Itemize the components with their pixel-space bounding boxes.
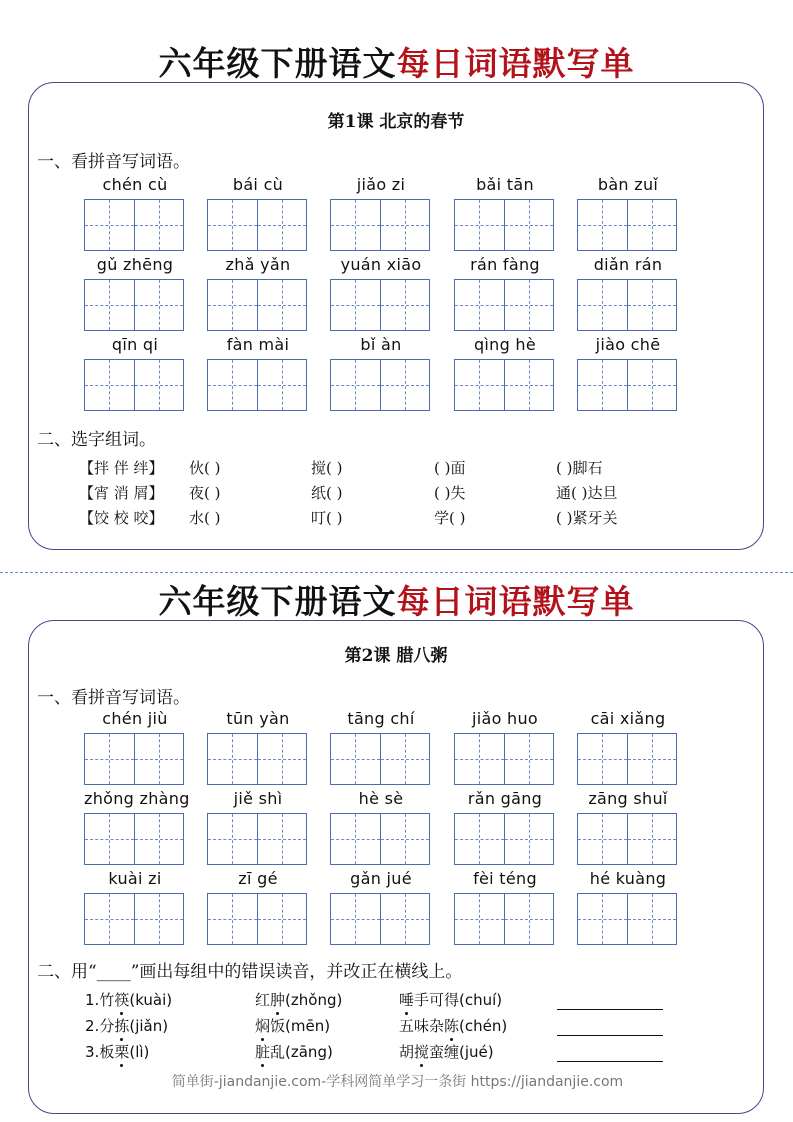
word-with-pinyin: [85, 989, 172, 1010]
pinyin-label: gǎn jué: [350, 869, 412, 888]
title-red-part: 每日词语默写单: [396, 44, 635, 83]
pinyin-label: hè sè: [358, 789, 404, 808]
character-cell[interactable]: [380, 814, 430, 864]
tianzige-writing-box[interactable]: [330, 359, 430, 411]
character-cell[interactable]: [331, 894, 380, 944]
emphasis-dot-char: 肿: [270, 991, 286, 1009]
tianzige-writing-box[interactable]: [84, 199, 184, 251]
tianzige-writing-box[interactable]: [577, 199, 677, 251]
tianzige-writing-box[interactable]: [207, 359, 307, 411]
text-span: 乱(zāng): [270, 1043, 333, 1061]
character-cell[interactable]: [257, 734, 307, 784]
pinyin-label: jiǎo zi: [356, 175, 406, 194]
pinyin-label: bǎi tān: [476, 175, 534, 194]
character-cell[interactable]: [134, 360, 184, 410]
sheet-1-title: [0, 38, 793, 85]
character-cell[interactable]: [208, 200, 257, 250]
character-cell[interactable]: [134, 894, 184, 944]
character-cell[interactable]: [627, 360, 677, 410]
word-with-pinyin: [399, 1041, 494, 1062]
lesson-title: 第2课 腊八粥: [344, 646, 448, 666]
tianzige-writing-box[interactable]: [577, 893, 677, 945]
tianzige-writing-box[interactable]: [84, 733, 184, 785]
pinyin-label: zhǎ yǎn: [225, 255, 291, 274]
character-cell[interactable]: [85, 360, 134, 410]
character-cell[interactable]: [455, 894, 504, 944]
tianzige-writing-box[interactable]: [454, 199, 554, 251]
tianzige-writing-box[interactable]: [454, 359, 554, 411]
fill-blank[interactable]: 夜( ): [189, 484, 221, 502]
tianzige-writing-box[interactable]: [454, 893, 554, 945]
character-cell[interactable]: [85, 734, 134, 784]
fill-blank[interactable]: ( )紧牙关: [556, 509, 618, 527]
fill-blank[interactable]: ( )脚石: [556, 459, 603, 477]
pinyin-label: gǔ zhēng: [96, 255, 174, 274]
tianzige-writing-box[interactable]: [454, 813, 554, 865]
title-red-part: 每日词语默写单: [396, 582, 635, 621]
pinyin-label: tāng chí: [347, 709, 415, 728]
text-span: (jiǎn): [129, 1017, 169, 1035]
character-cell[interactable]: [504, 200, 554, 250]
text-span: 3.: [85, 1043, 100, 1061]
character-cell[interactable]: [331, 734, 380, 784]
footer-watermark: 简单街-jiandanjie.com-学科网简单学习一条街 https://jiandanjie.com: [171, 1074, 624, 1090]
word-with-pinyin: [255, 989, 342, 1010]
title-black-part: 六年级下册语文: [158, 44, 397, 83]
text-span: 手可得(chuí): [414, 991, 503, 1009]
section-heading-fix: 二、用“____”画出每组中的错误读音，并改正在横线上。: [37, 962, 463, 982]
pinyin-label: jiě shì: [233, 789, 283, 808]
character-cell[interactable]: [627, 894, 677, 944]
pinyin-label: zī gé: [238, 869, 278, 888]
pinyin-label: rán fàng: [470, 255, 540, 274]
character-cell[interactable]: [134, 280, 184, 330]
character-cell[interactable]: [208, 360, 257, 410]
character-cell[interactable]: [257, 894, 307, 944]
section-heading-choose: 二、选字组词。: [37, 430, 156, 450]
pinyin-label: chén jiù: [102, 709, 168, 728]
lesson-title: 第1课 北京的春节: [327, 112, 465, 132]
pinyin-label: bǐ àn: [360, 335, 402, 354]
tianzige-writing-box[interactable]: [577, 279, 677, 331]
text-span: 胡: [399, 1043, 415, 1061]
pinyin-label: bái cù: [232, 175, 284, 194]
tianzige-writing-box[interactable]: [577, 359, 677, 411]
sheet-1-frame: [28, 82, 764, 550]
tianzige-writing-box[interactable]: [454, 733, 554, 785]
character-cell[interactable]: [208, 734, 257, 784]
character-cell[interactable]: [380, 200, 430, 250]
pinyin-label: qīn qi: [111, 335, 159, 354]
character-cell[interactable]: [578, 200, 627, 250]
word-with-pinyin: [85, 1015, 168, 1036]
answer-line[interactable]: [557, 1061, 663, 1062]
emphasis-dot-char: 拣: [114, 1017, 130, 1035]
text-span: 蛮缠(jué): [429, 1043, 494, 1061]
fill-blank[interactable]: 伙( ): [189, 459, 221, 477]
emphasis-dot-char: 脏: [255, 1043, 271, 1061]
section-heading-pinyin: 一、看拼音写词语。: [37, 152, 190, 172]
pinyin-label: zāng shuǐ: [588, 789, 668, 808]
character-cell[interactable]: [85, 814, 134, 864]
word-with-pinyin: [85, 1041, 149, 1062]
fill-blank[interactable]: ( )失: [434, 484, 466, 502]
pinyin-label: fàn mài: [226, 335, 290, 354]
sheet-2-frame: [28, 620, 764, 1114]
pinyin-label: jiào chē: [595, 335, 661, 354]
fill-blank[interactable]: 叮( ): [311, 509, 343, 527]
tianzige-writing-box[interactable]: [330, 279, 430, 331]
word-with-pinyin: [399, 1015, 507, 1036]
text-span: 饭(mēn): [270, 1017, 331, 1035]
emphasis-dot-char: 栗: [114, 1043, 130, 1061]
character-cell[interactable]: [208, 280, 257, 330]
fill-blank[interactable]: 水( ): [189, 509, 221, 527]
tianzige-writing-box[interactable]: [207, 893, 307, 945]
pinyin-label: cāi xiǎng: [590, 709, 666, 728]
pinyin-label: bàn zuǐ: [597, 175, 659, 194]
tianzige-writing-box[interactable]: [84, 359, 184, 411]
character-cell[interactable]: [627, 200, 677, 250]
cut-line-divider: [0, 572, 793, 573]
tianzige-writing-box[interactable]: [84, 813, 184, 865]
text-span: (chén): [459, 1017, 508, 1035]
pinyin-label: rǎn gāng: [467, 789, 543, 808]
answer-line[interactable]: [557, 1035, 663, 1036]
character-cell[interactable]: [331, 280, 380, 330]
character-cell[interactable]: [504, 360, 554, 410]
word-with-pinyin: [255, 1041, 333, 1062]
character-cell[interactable]: [455, 280, 504, 330]
pinyin-label: chén cù: [102, 175, 168, 194]
pinyin-label: jiǎo huo: [471, 709, 539, 728]
section-heading-pinyin: 一、看拼音写词语。: [37, 688, 190, 708]
emphasis-dot-char: 搅: [414, 1043, 430, 1061]
tianzige-writing-box[interactable]: [207, 199, 307, 251]
character-cell[interactable]: [455, 200, 504, 250]
character-cell[interactable]: [504, 734, 554, 784]
text-span: 红: [255, 991, 271, 1009]
tianzige-writing-box[interactable]: [207, 813, 307, 865]
character-cell[interactable]: [578, 360, 627, 410]
character-cell[interactable]: [331, 200, 380, 250]
text-span: (zhǒng): [285, 991, 343, 1009]
character-cell[interactable]: [380, 894, 430, 944]
fill-blank[interactable]: 搅( ): [311, 459, 343, 477]
tianzige-writing-box[interactable]: [577, 733, 677, 785]
character-cell[interactable]: [380, 734, 430, 784]
character-cell[interactable]: [627, 280, 677, 330]
character-cell[interactable]: [578, 734, 627, 784]
character-cell[interactable]: [578, 894, 627, 944]
tianzige-writing-box[interactable]: [577, 813, 677, 865]
character-cell[interactable]: [208, 894, 257, 944]
character-cell[interactable]: [85, 280, 134, 330]
fill-blank[interactable]: 通( )达旦: [556, 484, 618, 502]
character-cell[interactable]: [504, 280, 554, 330]
character-cell[interactable]: [257, 200, 307, 250]
character-cell[interactable]: [627, 814, 677, 864]
emphasis-dot-char: 陈: [444, 1017, 460, 1035]
character-cell[interactable]: [257, 814, 307, 864]
emphasis-dot-char: 唾: [399, 991, 415, 1009]
char-group: 【饺 校 咬】: [79, 509, 164, 527]
tianzige-writing-box[interactable]: [330, 893, 430, 945]
text-span: 1.: [85, 991, 100, 1009]
pinyin-label: yuán xiāo: [340, 255, 422, 274]
pinyin-label: hé kuàng: [589, 869, 667, 888]
fill-blank[interactable]: ( )面: [434, 459, 466, 477]
word-with-pinyin: [255, 1015, 330, 1036]
character-cell[interactable]: [455, 734, 504, 784]
character-cell[interactable]: [85, 894, 134, 944]
pinyin-label: diǎn rán: [593, 255, 663, 274]
text-span: (lì): [129, 1043, 150, 1061]
character-cell[interactable]: [380, 360, 430, 410]
character-cell[interactable]: [257, 280, 307, 330]
tianzige-writing-box[interactable]: [330, 199, 430, 251]
tianzige-writing-box[interactable]: [84, 893, 184, 945]
character-cell[interactable]: [331, 814, 380, 864]
answer-line[interactable]: [557, 1009, 663, 1010]
emphasis-dot-char: 焖: [255, 1017, 271, 1035]
character-cell[interactable]: [455, 814, 504, 864]
character-cell[interactable]: [134, 814, 184, 864]
sheet-2-title: [0, 576, 793, 623]
pinyin-label: zhǒng zhàng: [84, 789, 190, 808]
char-group: 【拌 伴 绊】: [79, 459, 164, 477]
character-cell[interactable]: [134, 734, 184, 784]
text-span: 竹: [99, 991, 115, 1009]
text-span: 板: [99, 1043, 115, 1061]
character-cell[interactable]: [380, 280, 430, 330]
word-with-pinyin: [399, 989, 502, 1010]
pinyin-label: qìng hè: [473, 335, 537, 354]
text-span: 分: [99, 1017, 115, 1035]
tianzige-writing-box[interactable]: [207, 279, 307, 331]
pinyin-label: fèi téng: [473, 869, 537, 888]
character-cell[interactable]: [134, 200, 184, 250]
character-cell[interactable]: [578, 280, 627, 330]
tianzige-writing-box[interactable]: [330, 813, 430, 865]
character-cell[interactable]: [208, 814, 257, 864]
character-cell[interactable]: [257, 360, 307, 410]
tianzige-writing-box[interactable]: [84, 279, 184, 331]
text-span: (kuài): [129, 991, 173, 1009]
pinyin-label: kuài zi: [108, 869, 162, 888]
pinyin-label: tūn yàn: [226, 709, 290, 728]
character-cell[interactable]: [455, 360, 504, 410]
character-cell[interactable]: [85, 200, 134, 250]
text-span: 五味杂: [399, 1017, 445, 1035]
emphasis-dot-char: 筷: [114, 991, 130, 1009]
character-cell[interactable]: [578, 814, 627, 864]
fill-blank[interactable]: 纸( ): [311, 484, 343, 502]
tianzige-writing-box[interactable]: [207, 733, 307, 785]
character-cell[interactable]: [504, 814, 554, 864]
character-cell[interactable]: [331, 360, 380, 410]
tianzige-writing-box[interactable]: [454, 279, 554, 331]
fill-blank[interactable]: 学( ): [434, 509, 466, 527]
character-cell[interactable]: [627, 734, 677, 784]
char-group: 【宵 消 屑】: [79, 484, 164, 502]
tianzige-writing-box[interactable]: [330, 733, 430, 785]
text-span: 2.: [85, 1017, 100, 1035]
character-cell[interactable]: [504, 894, 554, 944]
title-black-part: 六年级下册语文: [158, 582, 397, 621]
